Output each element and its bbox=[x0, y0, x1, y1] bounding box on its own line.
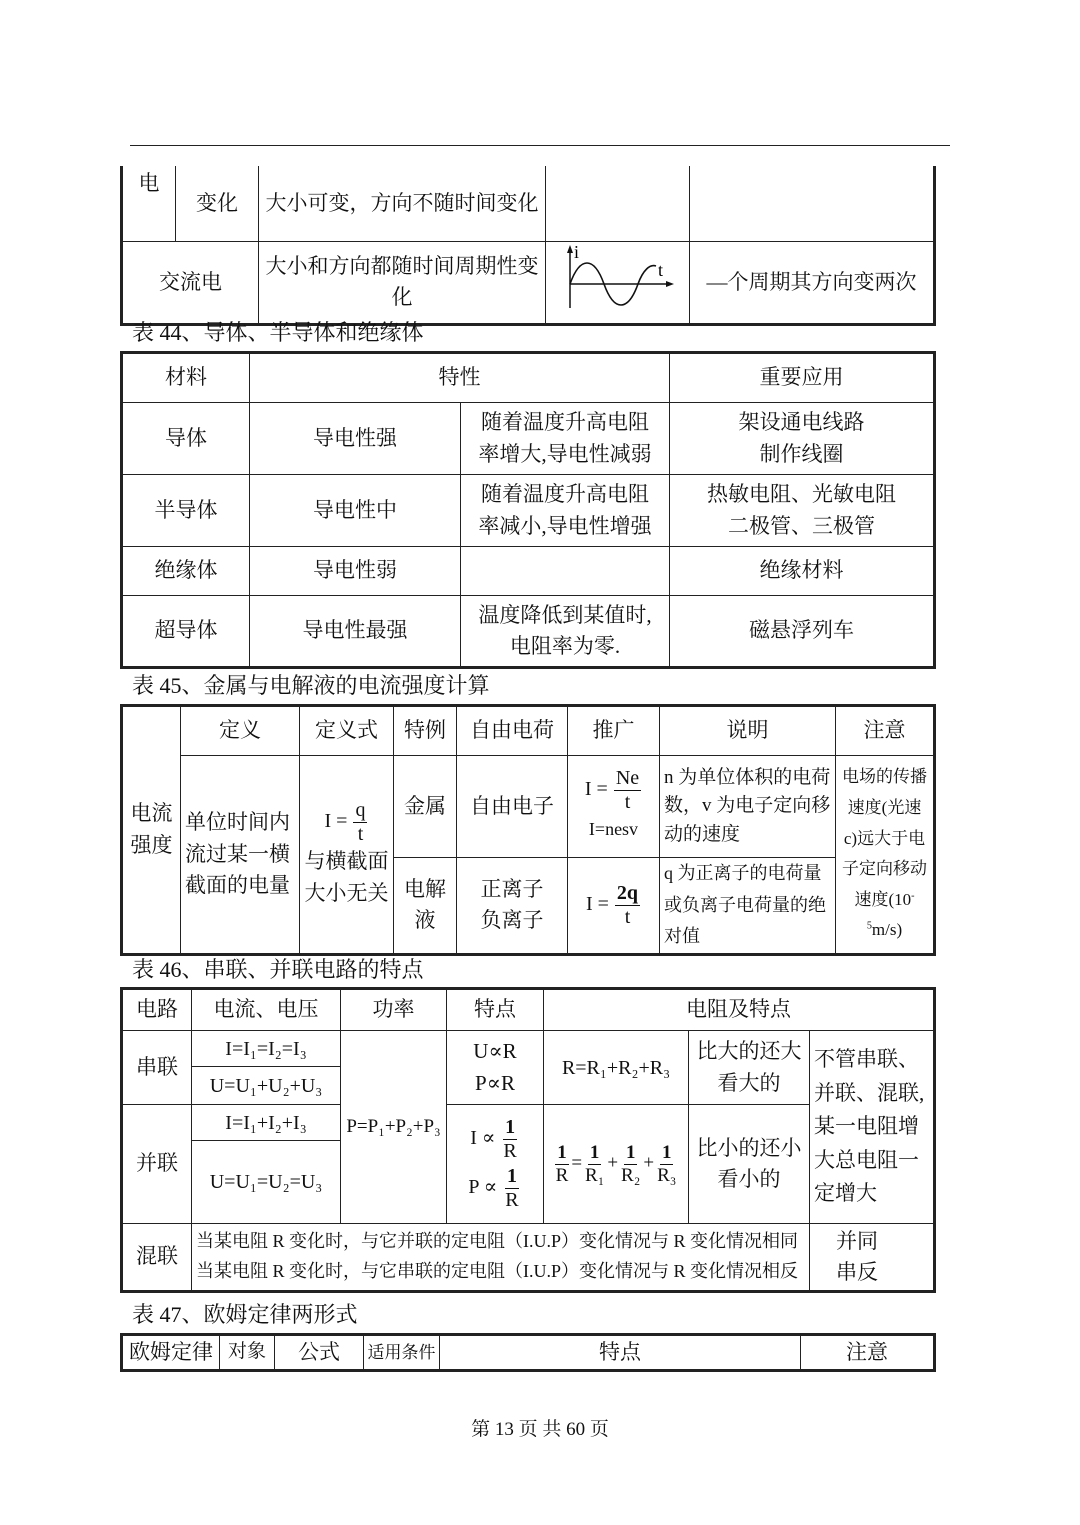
table45 bbox=[120, 704, 936, 956]
table46-parallel-current: I=I₁+I₂+I₃ bbox=[192, 1105, 341, 1141]
table43-change-graph bbox=[546, 166, 690, 241]
table45-metal-case: 金属 bbox=[394, 756, 457, 858]
table43-change-cell: 变化 bbox=[176, 166, 259, 241]
table46-series-current: I=I₁=I₂=I₃ bbox=[192, 1031, 341, 1067]
table47-header-object: 对象 bbox=[220, 1335, 275, 1371]
table-row: 半导体 导电性中 随着温度升高电阻 率减小,导电性增强 热敏电阻、光敏电阻 二极管、三极管 bbox=[122, 475, 935, 547]
table45-note: 电场的传播速度(光速 c)远大于电子定向移动速度$(10^{-5}m/s)$ bbox=[836, 756, 935, 955]
table43-ac-graph bbox=[546, 241, 690, 325]
table46-header-resistance: 电阻及特点 bbox=[544, 989, 935, 1031]
table46-parallel-resistance: $\frac{1}{R}$ = $\frac{1}{\text{R₁}}$ + $\frac{1}{\text{R₂}}$ + $\frac{1}{\text{R₃}}$ bbox=[544, 1105, 689, 1224]
table45-definition: 单位时间内流过某一横截面的电量 bbox=[181, 756, 300, 955]
table45-header-def: 定义 bbox=[181, 706, 300, 756]
table45-header-case: 特例 bbox=[394, 706, 457, 756]
table45-metal-charge: 自由电子 bbox=[457, 756, 568, 858]
table-row: 导体 导电性强 随着温度升高电阻 率增大,导电性减弱 架设通电线路 制作线圈 bbox=[122, 403, 935, 475]
table43-ac-desc: 大小和方向都随时间周期性变化 bbox=[259, 241, 546, 325]
table45-formula: I = $\frac{q}{t}$ 与横截面大小无关 bbox=[300, 756, 394, 955]
table46-mixed-label: 混联 bbox=[122, 1224, 192, 1292]
axis-i-label: i bbox=[573, 241, 579, 262]
table43-continued bbox=[120, 166, 936, 326]
table43-change-note bbox=[690, 166, 935, 241]
table46-series-feature: U∝R P∝R bbox=[447, 1031, 544, 1105]
table46-parallel-res-note: 比小的还小看小的 bbox=[689, 1105, 810, 1224]
table46-series-label: 串联 bbox=[122, 1031, 192, 1105]
table-row: 绝缘体 导电性弱 绝缘材料 bbox=[122, 547, 935, 596]
header-rule bbox=[130, 145, 950, 146]
table45-electrolyte-derive: I = $\frac{2q}{t}$ bbox=[568, 858, 660, 955]
table46-mixed-desc: 当某电阻 R 变化时，与它并联的定电阻（I.U.P）变化情况与 R 变化情况相同 当某电阻 R 变化时，与它串联的定电阻（I.U.P）变化情况与 R 变化情况相反 bbox=[192, 1224, 810, 1292]
table45-electrolyte-charge: 正离子 负离子 bbox=[457, 858, 568, 955]
table46-series-voltage: U=U₁+U₂+U₃ bbox=[192, 1067, 341, 1105]
sine-wave-graph bbox=[550, 242, 686, 314]
table46-general-note: 不管串联、并联、混联,某一电阻增大总电阻一定增大 bbox=[810, 1031, 935, 1224]
table46-header-circuit: 电路 bbox=[122, 989, 192, 1031]
table47-header-feature: 特点 bbox=[440, 1335, 801, 1371]
table45-header-desc: 说明 bbox=[660, 706, 836, 756]
table46-series-res-note: 比大的还大看大的 bbox=[689, 1031, 810, 1105]
table46-parallel-feature: I ∝ $\frac{1}{R}$ P ∝ $\frac{1}{R}$ bbox=[447, 1105, 544, 1224]
table45-header-charge: 自由电荷 bbox=[457, 706, 568, 756]
table46-power: P=P₁+P₂+P₃ bbox=[341, 1031, 447, 1224]
table43-ac-note: —个周期其方向变两次 bbox=[690, 241, 935, 325]
table-row: 超导体 导电性最强 温度降低到某值时, 电阻率为零. 磁悬浮列车 bbox=[122, 596, 935, 668]
table45-header-derive: 推广 bbox=[568, 706, 660, 756]
table44-caption: 表 44、导体、半导体和绝缘体 bbox=[132, 320, 424, 345]
table46-mixed-short: 并同 串反 bbox=[810, 1224, 935, 1292]
table45-electrolyte-case: 电解液 bbox=[394, 858, 457, 955]
table45-header-note: 注意 bbox=[836, 706, 935, 756]
table44-header-material: 材料 bbox=[122, 353, 250, 403]
table47-header-note: 注意 bbox=[801, 1335, 935, 1371]
table43-ac-label: 交流电 bbox=[122, 241, 259, 325]
table46-parallel-voltage: U=U₁=U₂=U₃ bbox=[192, 1141, 341, 1224]
table43-change-desc: 大小可变，方向不随时间变化 bbox=[259, 166, 546, 241]
table46-caption: 表 46、串联、并联电路的特点 bbox=[132, 957, 424, 982]
table43-type-cell: 电 bbox=[122, 166, 176, 241]
table45-caption: 表 45、金属与电解液的电流强度计算 bbox=[132, 673, 490, 698]
table44 bbox=[120, 351, 936, 669]
table45-label: 电流强度 bbox=[122, 706, 181, 955]
table46-parallel-label: 并联 bbox=[122, 1105, 192, 1224]
table47-header-formula: 公式 bbox=[275, 1335, 364, 1371]
table45-electrolyte-desc: q 为正离子的电荷量或负离子电荷量的绝对值 bbox=[660, 858, 836, 955]
table45-metal-derive: I = $\frac{Ne}{t}$ I=nesv bbox=[568, 756, 660, 858]
table44-header-property: 特性 bbox=[250, 353, 670, 403]
table47-header-law: 欧姆定律 bbox=[122, 1335, 220, 1371]
table46-header-power: 功率 bbox=[341, 989, 447, 1031]
table46-series-resistance: R=R₁+R₂+R₃ bbox=[544, 1031, 689, 1105]
table45-metal-desc: n 为单位体积的电荷数，v 为电子定向移动的速度 bbox=[660, 756, 836, 858]
table46-header-iv: 电流、电压 bbox=[192, 989, 341, 1031]
table47-caption: 表 47、欧姆定律两形式 bbox=[132, 1302, 358, 1327]
table46-header-feature: 特点 bbox=[447, 989, 544, 1031]
table47 bbox=[120, 1333, 936, 1372]
table44-header-application: 重要应用 bbox=[670, 353, 935, 403]
table47-header-condition: 适用条件 bbox=[364, 1335, 440, 1371]
axis-t-label: t bbox=[657, 259, 663, 280]
page-number: 第 13 页 共 60 页 bbox=[471, 1419, 609, 1440]
table46 bbox=[120, 987, 936, 1293]
table45-header-formula: 定义式 bbox=[300, 706, 394, 756]
